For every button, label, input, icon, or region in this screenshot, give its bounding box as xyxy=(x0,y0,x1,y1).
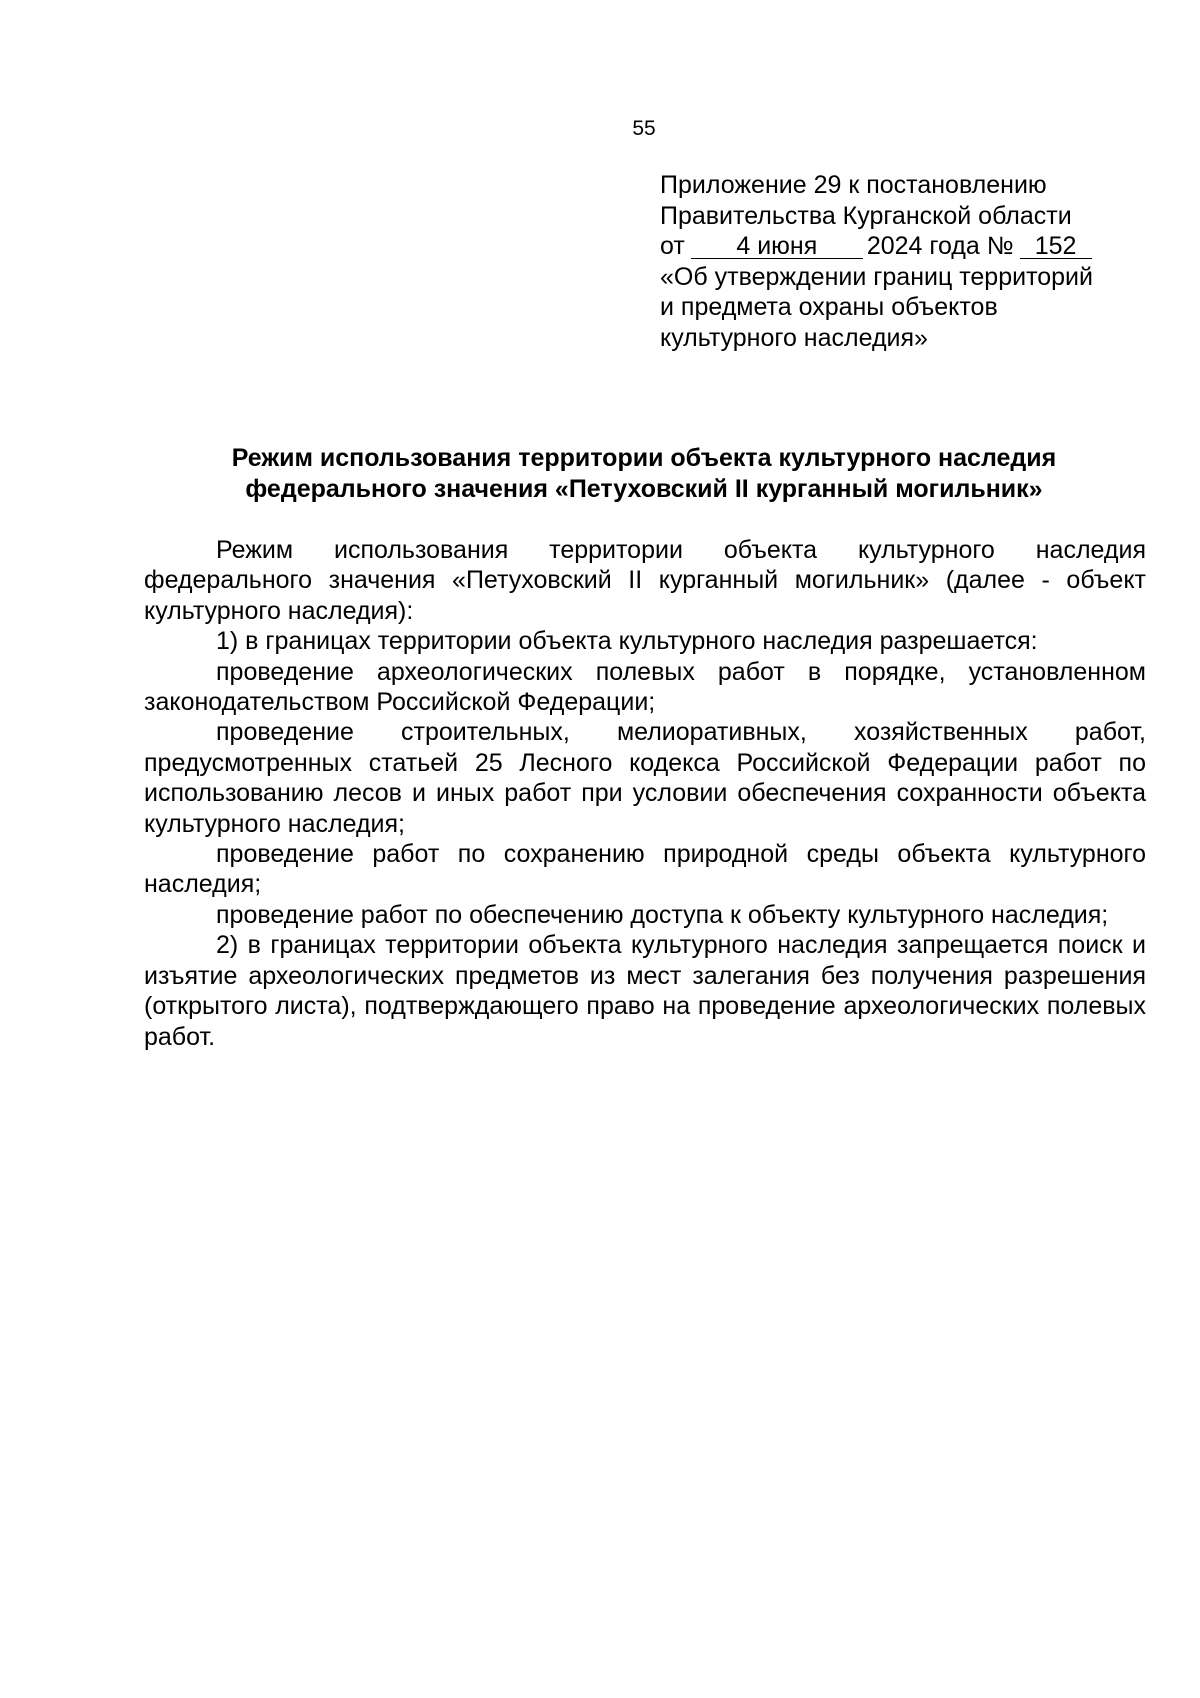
appendix-date-line xyxy=(660,231,1140,262)
document-title xyxy=(144,443,1144,504)
decree-year: 2024 года № xyxy=(866,232,1014,260)
paragraph-permitted-construction: проведение строительных, мелиоративных, хозяйственных работ, предусмотренных статьей 25 Лесного кодекса Российской Федерации работ по использованию лесов и иных работ при условии обеспечения сохранности объекта культурного наследия; xyxy=(144,718,1146,838)
paragraph-permitted-heading: 1) в границах территории объекта культурного наследия разрешается: xyxy=(216,627,1038,656)
appendix-line-2: Правительства Курганской области xyxy=(660,201,1072,230)
paragraph-intro: Режим использования территории объекта культурного наследия федерального значения «Петуховский II курганный могильник» (далее - объект культурного наследия): xyxy=(144,536,1146,625)
title-line-2: федерального значения «Петуховский II курганный могильник» xyxy=(245,474,1043,503)
paragraph-prohibited: 2) в границах территории объекта культурного наследия запрещается поиск и изъятие археологических предметов из мест залегания без получения разрешения (открытого листа), подтверждающего право на проведение археологических полевых работ. xyxy=(144,931,1146,1051)
document-body xyxy=(144,535,1146,1052)
appendix-line-6: культурного наследия» xyxy=(660,323,928,352)
decree-number: 152 xyxy=(1020,234,1092,259)
paragraph-permitted-archaeology: проведение археологических полевых работ в порядке, установленном законодательством Российской Федерации; xyxy=(144,657,1146,717)
appendix-line-1: Приложение 29 к постановлению xyxy=(660,171,1047,199)
appendix-line-5: и предмета охраны объектов xyxy=(660,293,998,321)
paragraph-permitted-nature: проведение работ по сохранению природной среды объекта культурного наследия; xyxy=(144,840,1146,899)
appendix-header xyxy=(660,170,1140,353)
page-number: 55 xyxy=(632,117,656,140)
appendix-line-4: «Об утверждении границ территорий xyxy=(660,262,1093,291)
decree-date: 4 июня xyxy=(691,234,863,259)
title-line-1: Режим использования территории объекта культурного наследия xyxy=(231,444,1057,472)
paragraph-permitted-access: проведение работ по обеспечению доступа к объекту культурного наследия; xyxy=(216,900,1109,929)
date-prefix: от xyxy=(660,232,685,260)
